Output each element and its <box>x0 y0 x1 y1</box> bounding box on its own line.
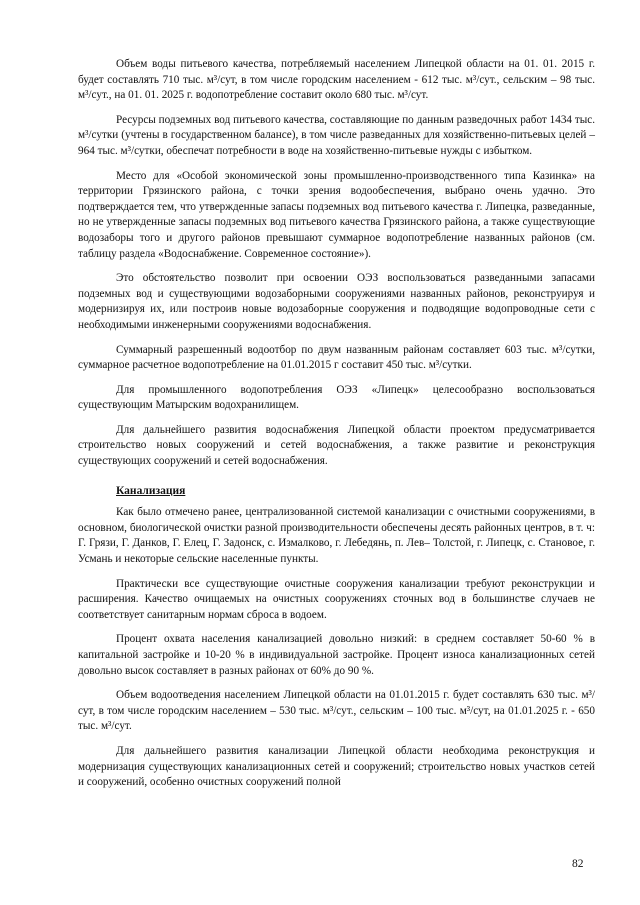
section-heading-sewerage: Канализация <box>116 484 186 497</box>
paragraph-sewerage-development: Для дальнейшего развития канализации Липецкой области необходима реконструкция и модернизация существующих канализационных сетей и сооружений; строительство новых участков сетей и сооружений, особенно очистных сооружений полной <box>78 744 595 789</box>
page-number: 82 <box>572 858 584 870</box>
paragraph-centralized-sewerage: Как было отмечено ранее, централизованной системой канализации с очистными сооружениями, в основном, биологической очистки разной производительности обеспечены десять районных центров, в т. ч: Г. Грязи, Г. Данков, Г. Елец, Г. Задонск, с. Измалково, г. Лебедянь, п. Лев– Толстой, г. Липецк, с. Становое, г. Усмань и некоторые сельские населенные пункты. <box>78 506 595 566</box>
paragraph-sez-development: Это обстоятельство позволит при освоении ОЭЗ воспользоваться разведанными запасами подземных вод и существующими водозаборными сооружениями названных районов, реконструируя и модернизируя их, или построив новые водозаборные сооружения и подводящие водопроводные сети с необходимыми инженерными сооружениями водоснабжения. <box>78 272 595 331</box>
paragraph-wastewater-volume: Объем водоотведения населением Липецкой области на 01.01.2015 г. будет составлять 630 тыс. м³/сут, в том числе городским населением – 530 тыс. м³/сут., сельским – 100 тыс. м³/сут, на 01.01.2025 г. - 650 тыс. м³/сут. <box>78 689 595 733</box>
paragraph-industrial-water: Для промышленного водопотребления ОЭЗ «Липецк» целесообразно воспользоваться существующим Матырским водохранилищем. <box>78 383 595 412</box>
paragraph-groundwater-resources: Ресурсы подземных вод питьевого качества, составляющие по данным разведочных работ 1434 тыс. м³/сутки (учтены в государственном балансе), в том числе разведанных для хозяйственно-питьевых целей – 964 тыс. м³/сутки, обеспечат потребности в воде на хозяйственно-питьевые нужды с избытком. <box>78 113 595 157</box>
paragraph-special-economic-zone: Место для «Особой экономической зоны промышленно-производственного типа Казинка» на территории Грязинского района, с точки зрения водообеспечения, выбрано очень удачно. Это подтверждается тем, что утвержденные запасы подземных вод питьевого качества г. Липецка, разведанные, но не утвержденные запасы подземных вод питьевого качества Грязинского района, а также существующие водозаборы того и другого районов превышают суммарное водопотребление названных районов (см. таблицу раздела «Водоснабжение. Современное состояние»). <box>78 169 595 260</box>
paragraph-treatment-facilities: Практически все существующие очистные сооружения канализации требуют реконструкции и расширения. Качество очищаемых на очистных сооружениях сточных вод в большинстве случаев не соответствует санитарным нормам сброса в водоем. <box>78 577 595 621</box>
document-body <box>78 57 595 800</box>
paragraph-water-supply-plans: Для дальнейшего развития водоснабжения Липецкой области проектом предусматривается строительство новых сооружений и сетей водоснабжения, а также развитие и реконструкция существующих сооружений и сетей водоснабжения. <box>78 423 595 468</box>
paragraph-total-water-withdrawal: Суммарный разрешенный водоотбор по двум названным районам составляет 603 тыс. м³/сутки, суммарное расчетное водопотребление на 01.01.2015 г составит 450 тыс. м³/сутки. <box>78 343 595 372</box>
paragraph-water-consumption: Объем воды питьевого качества, потребляемый населением Липецкой области на 01. 01. 2015 г. будет составлять 710 тыс. м³/сут, в том числе городским населением - 612 тыс. м³/сут., сельским – 98 тыс. м³/сут., на 01. 01. 2025 г. водопотребление составит около 680 тыс. м³/сут. <box>78 58 595 102</box>
paragraph-sewerage-coverage: Процент охвата населения канализацией довольно низкий: в среднем составляет 50-60 % в капитальной застройке и 10-20 % в индивидуальной застройке. Процент износа канализационных сетей довольно высок составляет в разных районах от 60% до 90 %. <box>78 633 595 677</box>
